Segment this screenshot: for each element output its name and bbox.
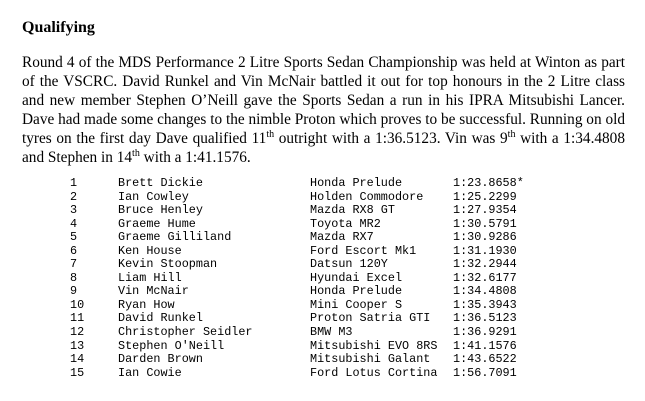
paragraph-text-2: outright with a 1:36.5123. Vin was 9 xyxy=(274,130,508,148)
driver-cell: Brett Dickie xyxy=(118,176,203,190)
position-cell: 13 xyxy=(70,338,85,353)
paragraph-text-3: with a 1:34.4808 and Stephen in 14 xyxy=(22,130,625,167)
position-cell: 5 xyxy=(70,230,78,245)
ordinal-suffix: th xyxy=(266,129,275,141)
driver-cell: Vin McNair xyxy=(118,284,189,299)
car-cell: Honda Prelude xyxy=(310,176,403,190)
position-cell: 1 xyxy=(70,176,78,190)
car-cell: Mitsubishi Galant xyxy=(310,352,431,367)
driver-cell: Christopher Seidler xyxy=(118,325,253,340)
lap-time-cell: 1:43.6522 xyxy=(453,352,517,367)
lap-time-cell: 1:36.5123 xyxy=(453,311,517,326)
lap-time-cell: 1:34.4808 xyxy=(453,284,517,299)
position-cell: 6 xyxy=(70,243,78,258)
driver-cell: Darden Brown xyxy=(118,352,203,367)
car-cell: Mitsubishi EVO 8RS xyxy=(310,338,438,353)
car-cell: Ford Escort Mk1 xyxy=(310,243,417,258)
car-cell: Mazda RX7 xyxy=(310,230,374,245)
driver-cell: Ian Cowie xyxy=(118,365,182,380)
driver-cell: Ian Cowley xyxy=(118,189,189,204)
position-cell: 7 xyxy=(70,257,78,272)
driver-cell: Graeme Gilliland xyxy=(118,230,232,245)
lap-time-cell: 1:31.1930 xyxy=(453,243,517,258)
driver-cell: David Runkel xyxy=(118,311,203,326)
driver-cell: Ryan How xyxy=(118,297,175,312)
paragraph-text-1: Round 4 of the MDS Performance 2 Litre Sports Sedan Championship was held at Winton as part of the VSCRC. David Runkel and Vin McNair battled it out for top honours in the 2 Litre class and new member Stephen O’Neill gave the Sports Sedan a run in his IPRA Mitsubishi Lancer. Dave had made some changes to the nimble Proton which proves to be successful. Running on old tyres on the first day Dave qualified 11 xyxy=(22,54,625,148)
driver-cell: Liam Hill xyxy=(118,270,182,285)
lap-time-cell: 1:56.7091 xyxy=(453,365,517,380)
lap-time-cell: 1:25.2299 xyxy=(453,189,517,204)
car-cell: Holden Commodore xyxy=(310,189,424,204)
lap-time-cell: 1:23.8658* xyxy=(453,176,524,190)
position-cell: 2 xyxy=(70,189,78,204)
lap-time-cell: 1:30.9286 xyxy=(453,230,517,245)
driver-cell: Ken House xyxy=(118,243,182,258)
car-cell: Honda Prelude xyxy=(310,284,403,299)
car-cell: Mazda RX8 GT xyxy=(310,203,395,218)
lap-time-cell: 1:41.1576 xyxy=(453,338,517,353)
position-cell: 12 xyxy=(70,325,85,340)
lap-time-cell: 1:32.2944 xyxy=(453,257,517,272)
position-cell: 9 xyxy=(70,284,78,299)
report-paragraph xyxy=(22,53,625,168)
car-cell: Mini Cooper S xyxy=(310,297,403,312)
driver-cell: Stephen O'Neill xyxy=(118,338,225,353)
paragraph-text-4: with a 1:41.1576. xyxy=(139,149,251,167)
driver-cell: Bruce Henley xyxy=(118,203,203,218)
lap-time-cell: 1:30.5791 xyxy=(453,216,517,231)
ordinal-suffix: th xyxy=(132,148,140,160)
car-cell: Proton Satria GTI xyxy=(310,311,431,326)
ordinal-suffix: th xyxy=(507,129,516,141)
lap-time-cell: 1:35.3943 xyxy=(453,297,517,312)
position-cell: 3 xyxy=(70,203,78,218)
position-cell: 10 xyxy=(70,297,85,312)
driver-cell: Graeme Hume xyxy=(118,216,196,231)
position-cell: 8 xyxy=(70,270,78,285)
car-cell: Toyota MR2 xyxy=(310,216,381,231)
position-cell: 15 xyxy=(70,365,85,380)
position-cell: 14 xyxy=(70,352,85,367)
lap-time-cell: 1:36.9291 xyxy=(453,325,517,340)
lap-time-cell: 1:27.9354 xyxy=(453,203,517,218)
position-cell: 11 xyxy=(70,311,85,326)
position-cell: 4 xyxy=(70,216,78,231)
section-heading: Qualifying xyxy=(22,19,95,36)
driver-cell: Kevin Stoopman xyxy=(118,257,218,272)
car-cell: Hyundai Excel xyxy=(310,270,403,285)
lap-time-cell: 1:32.6177 xyxy=(453,270,517,285)
car-cell: Datsun 120Y xyxy=(310,257,388,272)
car-cell: Ford Lotus Cortina xyxy=(310,365,438,380)
car-cell: BMW M3 xyxy=(310,325,353,340)
